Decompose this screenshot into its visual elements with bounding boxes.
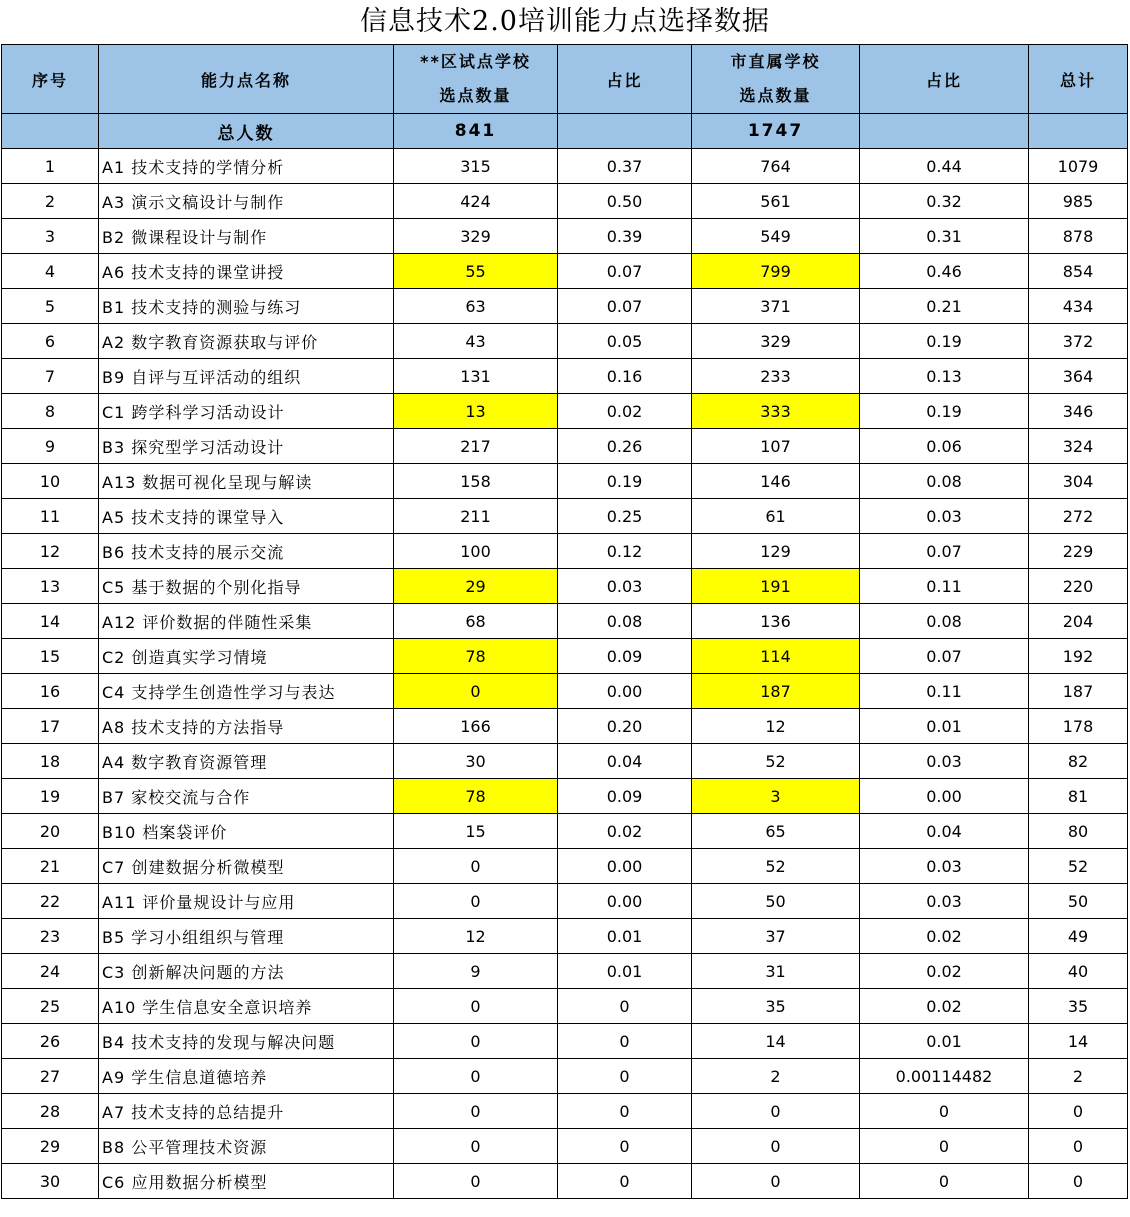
- cell-city-ratio: 0.08: [860, 604, 1029, 639]
- cell-city-ratio: 0: [860, 1094, 1029, 1129]
- cell-city-ratio: 0.31: [860, 219, 1029, 254]
- cell-total: 324: [1029, 429, 1128, 464]
- cell-seq: 2: [2, 184, 99, 219]
- cell-pilot-ratio: 0.26: [558, 429, 692, 464]
- cell-total: 50: [1029, 884, 1128, 919]
- cell-city-count: 61: [692, 499, 860, 534]
- total-total-cell: [1029, 114, 1128, 149]
- cell-city-ratio: 0.32: [860, 184, 1029, 219]
- cell-total: 854: [1029, 254, 1128, 289]
- cell-seq: 5: [2, 289, 99, 324]
- cell-seq: 4: [2, 254, 99, 289]
- table-row: [2, 989, 1128, 1024]
- header-row: [2, 45, 1128, 114]
- table-row: [2, 289, 1128, 324]
- table-row: [2, 919, 1128, 954]
- cell-pilot-count: 158: [394, 464, 558, 499]
- table-row: [2, 709, 1128, 744]
- table-row: [2, 674, 1128, 709]
- cell-total: 346: [1029, 394, 1128, 429]
- cell-pilot-ratio: 0.25: [558, 499, 692, 534]
- cell-city-count: 187: [692, 674, 860, 709]
- cell-city-ratio: 0.03: [860, 849, 1029, 884]
- total-row: [2, 114, 1128, 149]
- cell-city-count: 129: [692, 534, 860, 569]
- cell-pilot-count: 315: [394, 149, 558, 184]
- cell-pilot-count: 131: [394, 359, 558, 394]
- table-row: [2, 1129, 1128, 1164]
- cell-total: 272: [1029, 499, 1128, 534]
- cell-city-count: 52: [692, 849, 860, 884]
- cell-city-ratio: 0.00: [860, 779, 1029, 814]
- cell-city-count: 2: [692, 1059, 860, 1094]
- cell-name: B3 探究型学习活动设计: [99, 429, 394, 464]
- cell-seq: 23: [2, 919, 99, 954]
- header-total: 总计: [1029, 45, 1128, 114]
- cell-pilot-count: 29: [394, 569, 558, 604]
- cell-pilot-count: 166: [394, 709, 558, 744]
- cell-name: C6 应用数据分析模型: [99, 1164, 394, 1199]
- cell-name: B2 微课程设计与制作: [99, 219, 394, 254]
- cell-pilot-ratio: 0.01: [558, 919, 692, 954]
- cell-total: 434: [1029, 289, 1128, 324]
- cell-name: B1 技术支持的测验与练习: [99, 289, 394, 324]
- table-body: [2, 149, 1128, 1199]
- cell-city-count: 50: [692, 884, 860, 919]
- cell-name: A9 学生信息道德培养: [99, 1059, 394, 1094]
- cell-pilot-count: 0: [394, 849, 558, 884]
- cell-total: 229: [1029, 534, 1128, 569]
- total-label: 总人数: [99, 114, 394, 149]
- header-city-line1: 市直属学校: [730, 52, 821, 71]
- cell-seq: 9: [2, 429, 99, 464]
- cell-name: A7 技术支持的总结提升: [99, 1094, 394, 1129]
- cell-city-ratio: 0.11: [860, 569, 1029, 604]
- table-row: [2, 1059, 1128, 1094]
- cell-name: A5 技术支持的课堂导入: [99, 499, 394, 534]
- header-city-ratio: 占比: [860, 45, 1029, 114]
- table-row: [2, 884, 1128, 919]
- cell-pilot-count: 329: [394, 219, 558, 254]
- cell-name: B6 技术支持的展示交流: [99, 534, 394, 569]
- cell-name: B5 学习小组组织与管理: [99, 919, 394, 954]
- cell-total: 220: [1029, 569, 1128, 604]
- cell-city-count: 31: [692, 954, 860, 989]
- cell-pilot-count: 211: [394, 499, 558, 534]
- cell-pilot-ratio: 0.00: [558, 674, 692, 709]
- cell-name: B8 公平管理技术资源: [99, 1129, 394, 1164]
- cell-seq: 16: [2, 674, 99, 709]
- cell-pilot-count: 12: [394, 919, 558, 954]
- cell-name: B10 档案袋评价: [99, 814, 394, 849]
- cell-city-count: 65: [692, 814, 860, 849]
- cell-city-ratio: 0: [860, 1164, 1029, 1199]
- cell-name: A10 学生信息安全意识培养: [99, 989, 394, 1024]
- cell-name: C5 基于数据的个别化指导: [99, 569, 394, 604]
- cell-name: A3 演示文稿设计与制作: [99, 184, 394, 219]
- cell-seq: 21: [2, 849, 99, 884]
- header-city-count: [692, 45, 860, 114]
- cell-seq: 18: [2, 744, 99, 779]
- cell-pilot-ratio: 0: [558, 1094, 692, 1129]
- table-row: [2, 219, 1128, 254]
- cell-total: 52: [1029, 849, 1128, 884]
- table-row: [2, 779, 1128, 814]
- header-seq: 序号: [2, 45, 99, 114]
- cell-pilot-count: 13: [394, 394, 558, 429]
- table-row: [2, 849, 1128, 884]
- page-title: 信息技术2.0培训能力点选择数据: [360, 6, 770, 37]
- cell-pilot-count: 0: [394, 1059, 558, 1094]
- cell-city-count: 799: [692, 254, 860, 289]
- cell-city-count: 191: [692, 569, 860, 604]
- cell-seq: 11: [2, 499, 99, 534]
- cell-name: B7 家校交流与合作: [99, 779, 394, 814]
- cell-city-ratio: 0.13: [860, 359, 1029, 394]
- cell-pilot-ratio: 0.37: [558, 149, 692, 184]
- header-city-line2: 选点数量: [739, 86, 812, 105]
- table-row: [2, 184, 1128, 219]
- cell-seq: 20: [2, 814, 99, 849]
- header-pilot-ratio: 占比: [558, 45, 692, 114]
- cell-pilot-ratio: 0.02: [558, 814, 692, 849]
- cell-city-count: 114: [692, 639, 860, 674]
- cell-total: 35: [1029, 989, 1128, 1024]
- cell-city-count: 146: [692, 464, 860, 499]
- cell-city-ratio: 0.19: [860, 394, 1029, 429]
- ability-point-table: [1, 44, 1128, 1199]
- header-pilot-line2: 选点数量: [439, 86, 512, 105]
- table-row: [2, 954, 1128, 989]
- table-row: [2, 814, 1128, 849]
- table-row: [2, 394, 1128, 429]
- header-name: 能力点名称: [99, 45, 394, 114]
- cell-pilot-ratio: 0: [558, 989, 692, 1024]
- cell-city-count: 35: [692, 989, 860, 1024]
- cell-pilot-count: 30: [394, 744, 558, 779]
- cell-city-count: 37: [692, 919, 860, 954]
- cell-pilot-count: 78: [394, 779, 558, 814]
- cell-pilot-ratio: 0: [558, 1024, 692, 1059]
- cell-seq: 28: [2, 1094, 99, 1129]
- cell-city-count: 136: [692, 604, 860, 639]
- cell-name: C4 支持学生创造性学习与表达: [99, 674, 394, 709]
- cell-city-ratio: 0.46: [860, 254, 1029, 289]
- cell-pilot-ratio: 0: [558, 1129, 692, 1164]
- cell-pilot-count: 9: [394, 954, 558, 989]
- cell-pilot-ratio: 0.02: [558, 394, 692, 429]
- cell-city-count: 3: [692, 779, 860, 814]
- cell-name: B4 技术支持的发现与解决问题: [99, 1024, 394, 1059]
- cell-city-ratio: 0.01: [860, 709, 1029, 744]
- cell-seq: 15: [2, 639, 99, 674]
- cell-city-count: 12: [692, 709, 860, 744]
- cell-seq: 19: [2, 779, 99, 814]
- cell-name: A13 数据可视化呈现与解读: [99, 464, 394, 499]
- cell-name: C3 创新解决问题的方法: [99, 954, 394, 989]
- cell-pilot-count: 0: [394, 884, 558, 919]
- cell-pilot-ratio: 0: [558, 1059, 692, 1094]
- cell-total: 1079: [1029, 149, 1128, 184]
- cell-city-ratio: 0.11: [860, 674, 1029, 709]
- cell-pilot-ratio: 0.07: [558, 289, 692, 324]
- table-row: [2, 429, 1128, 464]
- cell-city-ratio: 0.21: [860, 289, 1029, 324]
- total-seq-cell: [2, 114, 99, 149]
- cell-pilot-ratio: 0.04: [558, 744, 692, 779]
- cell-pilot-ratio: 0.19: [558, 464, 692, 499]
- cell-total: 187: [1029, 674, 1128, 709]
- table-row: [2, 604, 1128, 639]
- table-row: [2, 499, 1128, 534]
- cell-total: 372: [1029, 324, 1128, 359]
- table-row: [2, 149, 1128, 184]
- cell-pilot-ratio: 0.00: [558, 884, 692, 919]
- cell-city-ratio: 0.03: [860, 884, 1029, 919]
- cell-total: 0: [1029, 1129, 1128, 1164]
- cell-total: 0: [1029, 1094, 1128, 1129]
- cell-pilot-count: 15: [394, 814, 558, 849]
- cell-city-ratio: 0.02: [860, 919, 1029, 954]
- cell-total: 80: [1029, 814, 1128, 849]
- cell-pilot-ratio: 0: [558, 1164, 692, 1199]
- cell-seq: 14: [2, 604, 99, 639]
- total-pilot-ratio-cell: [558, 114, 692, 149]
- cell-city-count: 549: [692, 219, 860, 254]
- cell-total: 0: [1029, 1164, 1128, 1199]
- table-row: [2, 744, 1128, 779]
- cell-pilot-ratio: 0.50: [558, 184, 692, 219]
- cell-total: 204: [1029, 604, 1128, 639]
- cell-city-ratio: 0.19: [860, 324, 1029, 359]
- table-row: [2, 1094, 1128, 1129]
- cell-name: C7 创建数据分析微模型: [99, 849, 394, 884]
- cell-total: 49: [1029, 919, 1128, 954]
- cell-name: A4 数字教育资源管理: [99, 744, 394, 779]
- cell-seq: 7: [2, 359, 99, 394]
- table-row: [2, 1024, 1128, 1059]
- cell-city-count: 52: [692, 744, 860, 779]
- cell-city-ratio: 0.03: [860, 499, 1029, 534]
- table-row: [2, 569, 1128, 604]
- cell-seq: 22: [2, 884, 99, 919]
- cell-pilot-ratio: 0.16: [558, 359, 692, 394]
- table-row: [2, 534, 1128, 569]
- cell-city-ratio: 0.07: [860, 639, 1029, 674]
- cell-seq: 1: [2, 149, 99, 184]
- cell-seq: 25: [2, 989, 99, 1024]
- cell-city-ratio: 0.04: [860, 814, 1029, 849]
- cell-seq: 30: [2, 1164, 99, 1199]
- cell-pilot-ratio: 0.07: [558, 254, 692, 289]
- cell-pilot-ratio: 0.03: [558, 569, 692, 604]
- cell-name: C1 跨学科学习活动设计: [99, 394, 394, 429]
- cell-seq: 8: [2, 394, 99, 429]
- cell-city-count: 0: [692, 1094, 860, 1129]
- cell-city-count: 0: [692, 1164, 860, 1199]
- cell-total: 364: [1029, 359, 1128, 394]
- table-row: [2, 1164, 1128, 1199]
- cell-city-count: 764: [692, 149, 860, 184]
- cell-pilot-ratio: 0.39: [558, 219, 692, 254]
- cell-pilot-count: 68: [394, 604, 558, 639]
- cell-city-ratio: 0.03: [860, 744, 1029, 779]
- cell-city-count: 561: [692, 184, 860, 219]
- cell-total: 192: [1029, 639, 1128, 674]
- cell-pilot-ratio: 0.01: [558, 954, 692, 989]
- cell-city-count: 233: [692, 359, 860, 394]
- cell-seq: 27: [2, 1059, 99, 1094]
- cell-city-ratio: 0.00114482: [860, 1059, 1029, 1094]
- cell-pilot-count: 424: [394, 184, 558, 219]
- cell-pilot-count: 63: [394, 289, 558, 324]
- cell-city-ratio: 0: [860, 1129, 1029, 1164]
- cell-seq: 26: [2, 1024, 99, 1059]
- cell-pilot-count: 0: [394, 1094, 558, 1129]
- cell-pilot-count: 55: [394, 254, 558, 289]
- cell-seq: 3: [2, 219, 99, 254]
- cell-city-count: 371: [692, 289, 860, 324]
- cell-total: 2: [1029, 1059, 1128, 1094]
- table-row: [2, 464, 1128, 499]
- cell-pilot-ratio: 0.05: [558, 324, 692, 359]
- cell-city-ratio: 0.02: [860, 954, 1029, 989]
- cell-name: A2 数字教育资源获取与评价: [99, 324, 394, 359]
- table-row: [2, 639, 1128, 674]
- cell-total: 81: [1029, 779, 1128, 814]
- cell-pilot-ratio: 0.09: [558, 779, 692, 814]
- cell-total: 178: [1029, 709, 1128, 744]
- cell-name: A8 技术支持的方法指导: [99, 709, 394, 744]
- cell-name: C2 创造真实学习情境: [99, 639, 394, 674]
- cell-pilot-count: 0: [394, 674, 558, 709]
- cell-seq: 29: [2, 1129, 99, 1164]
- cell-pilot-ratio: 0.20: [558, 709, 692, 744]
- cell-city-ratio: 0.06: [860, 429, 1029, 464]
- cell-city-count: 0: [692, 1129, 860, 1164]
- cell-city-ratio: 0.07: [860, 534, 1029, 569]
- table-row: [2, 359, 1128, 394]
- table-row: [2, 324, 1128, 359]
- cell-pilot-ratio: 0.08: [558, 604, 692, 639]
- cell-city-count: 333: [692, 394, 860, 429]
- cell-city-ratio: 0.02: [860, 989, 1029, 1024]
- cell-pilot-ratio: 0.12: [558, 534, 692, 569]
- cell-pilot-ratio: 0.00: [558, 849, 692, 884]
- cell-name: A12 评价数据的伴随性采集: [99, 604, 394, 639]
- total-city-ratio-cell: [860, 114, 1029, 149]
- cell-city-ratio: 0.08: [860, 464, 1029, 499]
- cell-pilot-count: 78: [394, 639, 558, 674]
- total-city: 1747: [692, 114, 860, 149]
- cell-name: A6 技术支持的课堂讲授: [99, 254, 394, 289]
- cell-pilot-count: 0: [394, 989, 558, 1024]
- cell-seq: 24: [2, 954, 99, 989]
- cell-seq: 6: [2, 324, 99, 359]
- cell-city-count: 14: [692, 1024, 860, 1059]
- cell-city-ratio: 0.01: [860, 1024, 1029, 1059]
- cell-pilot-count: 100: [394, 534, 558, 569]
- cell-pilot-count: 0: [394, 1129, 558, 1164]
- cell-name: A1 技术支持的学情分析: [99, 149, 394, 184]
- cell-pilot-ratio: 0.09: [558, 639, 692, 674]
- cell-seq: 13: [2, 569, 99, 604]
- cell-seq: 12: [2, 534, 99, 569]
- cell-name: B9 自评与互评活动的组织: [99, 359, 394, 394]
- cell-name: A11 评价量规设计与应用: [99, 884, 394, 919]
- cell-total: 82: [1029, 744, 1128, 779]
- cell-total: 40: [1029, 954, 1128, 989]
- cell-total: 304: [1029, 464, 1128, 499]
- cell-pilot-count: 217: [394, 429, 558, 464]
- cell-pilot-count: 0: [394, 1164, 558, 1199]
- cell-total: 985: [1029, 184, 1128, 219]
- cell-pilot-count: 0: [394, 1024, 558, 1059]
- cell-total: 878: [1029, 219, 1128, 254]
- cell-total: 14: [1029, 1024, 1128, 1059]
- cell-seq: 10: [2, 464, 99, 499]
- cell-pilot-count: 43: [394, 324, 558, 359]
- cell-seq: 17: [2, 709, 99, 744]
- header-pilot-line1: **区试点学校: [420, 52, 531, 71]
- table-row: [2, 254, 1128, 289]
- cell-city-count: 329: [692, 324, 860, 359]
- cell-city-count: 107: [692, 429, 860, 464]
- header-pilot-count: [394, 45, 558, 114]
- total-pilot: 841: [394, 114, 558, 149]
- cell-city-ratio: 0.44: [860, 149, 1029, 184]
